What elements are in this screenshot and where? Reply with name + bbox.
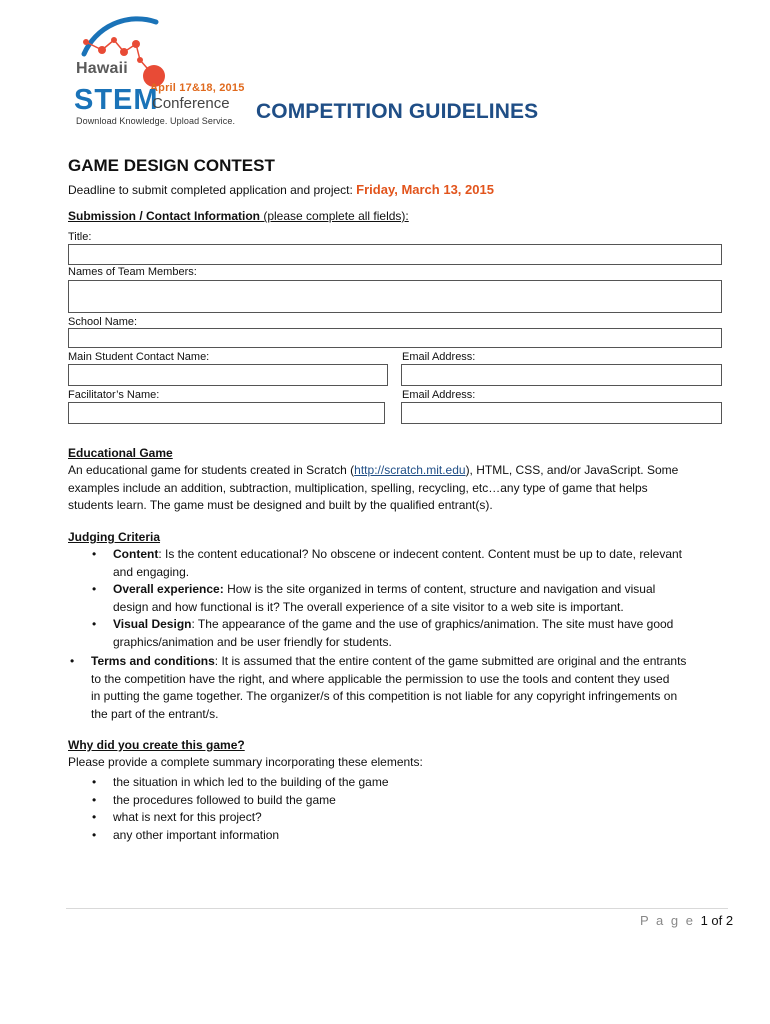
why-item-text: any other important information bbox=[113, 827, 280, 842]
terms-line-4: the part of the entrant/s. bbox=[91, 706, 219, 721]
email-label-2: Email Address: bbox=[402, 389, 476, 401]
page-label: P a g e bbox=[640, 913, 695, 928]
team-members-label: Names of Team Members: bbox=[68, 266, 197, 278]
facilitator-name-label: Facilitator’s Name: bbox=[68, 389, 160, 401]
educational-game-heading: Educational Game bbox=[68, 446, 173, 460]
deadline-date: Friday, March 13, 2015 bbox=[356, 182, 494, 197]
why-item-text: the situation in which led to the building of the game bbox=[113, 775, 389, 789]
criteria-overall-line-1 bbox=[113, 581, 733, 599]
criteria-content-line-2: and engaging. bbox=[113, 564, 190, 579]
scratch-link[interactable]: http://scratch.mit.edu bbox=[354, 463, 466, 477]
terms-line-3: in putting the game together. The organizer/s of this competition is not liable for any copyright infringements on bbox=[91, 689, 678, 703]
bullet-icon: • bbox=[92, 827, 97, 842]
contact-name-field[interactable] bbox=[68, 364, 388, 386]
contest-heading: GAME DESIGN CONTEST bbox=[68, 156, 275, 175]
why-item-text: what is next for this project? bbox=[113, 810, 262, 824]
bullet-icon: • bbox=[92, 792, 97, 807]
criteria-term: Content bbox=[113, 547, 159, 561]
bullet-icon: • bbox=[70, 654, 75, 668]
criteria-content bbox=[92, 546, 733, 581]
why-list bbox=[92, 774, 713, 844]
educational-line-2: examples include an addition, subtraction, multiplication, spelling, recycling, etc…any type of game that helps bbox=[68, 480, 648, 495]
why-item bbox=[92, 827, 713, 845]
school-name-field[interactable] bbox=[68, 328, 722, 348]
bullet-icon: • bbox=[92, 547, 97, 561]
page-number bbox=[640, 913, 733, 928]
criteria-text: : The appearance of the game and the use of graphics/animation. The site must have good bbox=[191, 617, 674, 631]
logo-conference-text: Conference bbox=[152, 95, 230, 112]
email-label-1: Email Address: bbox=[402, 351, 476, 363]
submission-heading-label: Submission / Contact Information bbox=[68, 209, 261, 223]
page-value: 1 of 2 bbox=[700, 913, 734, 928]
criteria-overall-line-2: design and how functional is it? The overall experience of a site visitor to a web site is important. bbox=[113, 599, 624, 614]
terms-term: Terms and conditions bbox=[91, 654, 215, 668]
team-members-field[interactable] bbox=[68, 280, 722, 313]
educational-game-text bbox=[68, 462, 748, 515]
educational-text-after: ), HTML, CSS, and/or JavaScript. Some bbox=[465, 463, 679, 477]
terms-line-1 bbox=[91, 653, 741, 671]
criteria-term: Overall experience: bbox=[113, 582, 224, 596]
educational-line-1 bbox=[68, 462, 748, 480]
judging-criteria-list bbox=[92, 546, 733, 651]
bullet-icon: • bbox=[92, 775, 97, 789]
educational-line-3: students learn. The game must be designed and built by the qualified entrant(s). bbox=[68, 498, 493, 512]
why-item bbox=[92, 774, 713, 792]
logo-tagline: Download Knowledge. Upload Service. bbox=[76, 116, 236, 126]
submission-heading-note: (please complete all fields): bbox=[260, 209, 409, 223]
facilitator-name-field[interactable] bbox=[68, 402, 385, 424]
bullet-icon: • bbox=[92, 582, 97, 596]
terms-list bbox=[70, 653, 741, 723]
terms-text: : It is assumed that the entire content of the game submitted are original and the entrants bbox=[214, 654, 687, 668]
criteria-visual-line-1 bbox=[113, 616, 733, 634]
footer-divider bbox=[66, 908, 728, 909]
submission-heading bbox=[68, 209, 409, 223]
educational-text-before: An educational game for students created in Scratch ( bbox=[68, 463, 355, 477]
logo-date: April 17&18, 2015 bbox=[150, 82, 245, 94]
title-field[interactable] bbox=[68, 244, 722, 265]
contact-email-field[interactable] bbox=[401, 364, 722, 386]
deadline-text: Deadline to submit completed application and project: bbox=[68, 183, 357, 197]
logo-hawaii-text: Hawaii bbox=[76, 60, 128, 77]
bullet-icon: • bbox=[92, 617, 97, 631]
criteria-overall-experience bbox=[92, 581, 733, 616]
why-item bbox=[92, 809, 713, 827]
criteria-content-line-1 bbox=[113, 546, 733, 564]
terms-line-2: to the competition have the right, and where applicable the permission to use the tools and content they used bbox=[91, 671, 670, 686]
deadline-line bbox=[68, 182, 494, 197]
school-name-label: School Name: bbox=[68, 316, 138, 328]
bullet-icon: • bbox=[92, 810, 97, 824]
criteria-visual-line-2: graphics/animation and be user friendly for students. bbox=[113, 634, 392, 649]
terms-and-conditions bbox=[70, 653, 741, 723]
title-label: Title: bbox=[68, 231, 92, 243]
logo-stem-text: STEM bbox=[74, 84, 159, 116]
why-intro: Please provide a complete summary incorporating these elements: bbox=[68, 755, 423, 769]
why-item-text: the procedures followed to build the game bbox=[113, 792, 336, 807]
why-heading: Why did you create this game? bbox=[68, 738, 245, 752]
criteria-text: : Is the content educational? No obscene or indecent content. Content must be up to date, relevant bbox=[158, 547, 683, 561]
facilitator-email-field[interactable] bbox=[401, 402, 722, 424]
judging-criteria-heading: Judging Criteria bbox=[68, 530, 161, 544]
why-item bbox=[92, 792, 713, 810]
criteria-term: Visual Design bbox=[113, 617, 192, 631]
document-title: COMPETITION GUIDELINES bbox=[256, 100, 539, 123]
contact-name-label: Main Student Contact Name: bbox=[68, 351, 210, 363]
criteria-visual-design bbox=[92, 616, 733, 651]
criteria-text: How is the site organized in terms of content, structure and navigation and visual bbox=[223, 582, 656, 596]
